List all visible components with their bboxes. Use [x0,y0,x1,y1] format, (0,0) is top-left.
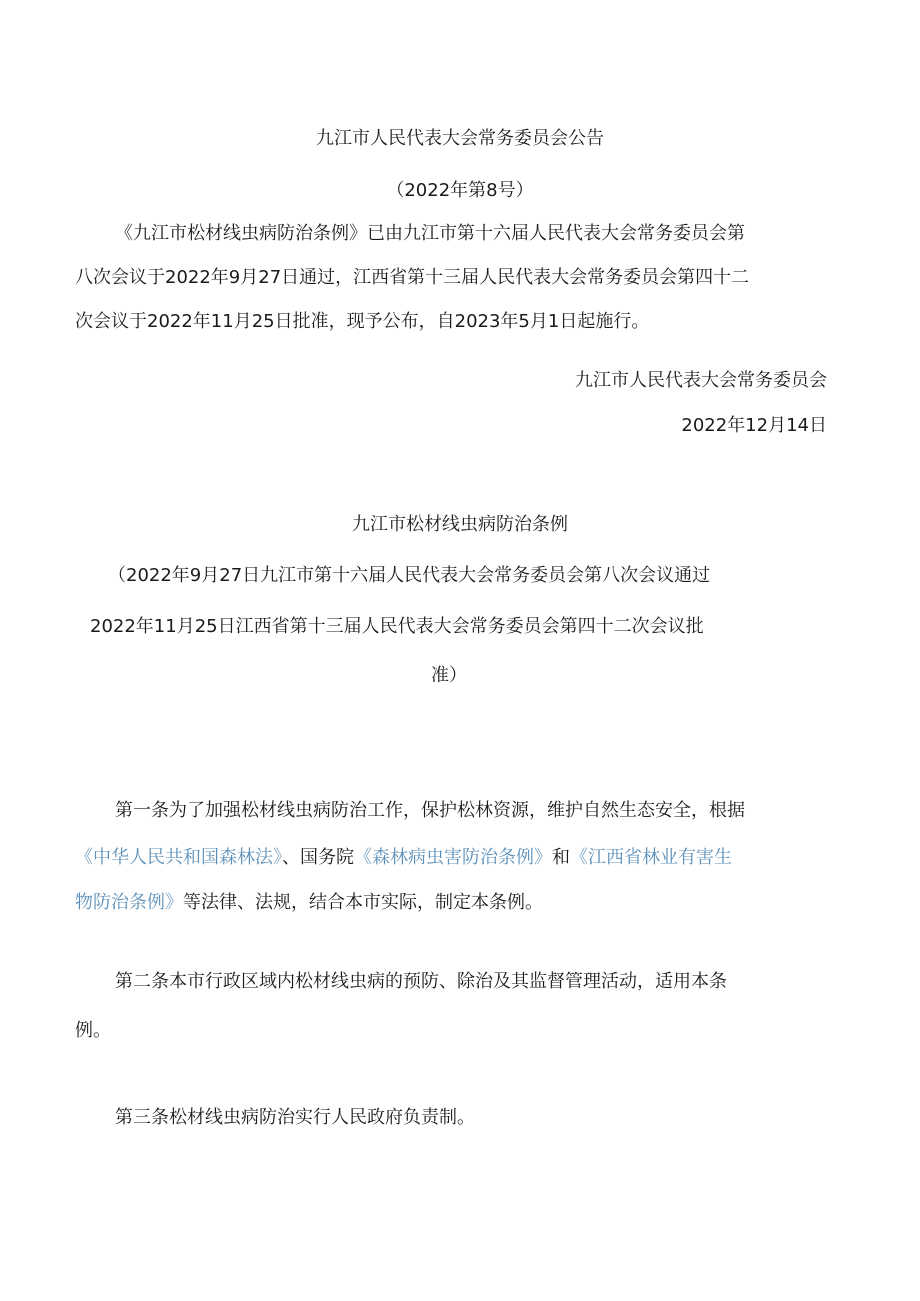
article3-line: 第三条松材线虫病防治实行人民政府负责制。 [115,1107,475,1128]
announcement-body-line: 《九江市松材线虫病防治条例》已由九江市第十六届人民代表大会常务委员会第 [115,223,745,244]
article2-line: 第二条本市行政区域内松材线虫病的预防、除治及其监督管理活动，适用本条 [115,971,727,992]
regulation-subtitle-line: （2022年9月27日九江市第十六届人民代表大会常务委员会第八次会议通过 [108,565,711,586]
announcement-body-line: 八次会议于2022年9月27日通过，江西省第十三届人民代表大会常务委员会第四十二 [75,267,750,288]
regulation-subtitle-line: 2022年11月25日江西省第十三届人民代表大会常务委员会第四十二次会议批 [90,616,704,637]
article1-text: 、国务院 [282,847,354,868]
forest-law-link[interactable]: 《中华人民共和国森林法》 [75,847,282,868]
regulation-title: 九江市松材线虫病防治条例 [352,514,568,535]
forest-pest-regulation-link[interactable]: 《森林病虫害防治条例》 [354,847,552,868]
announcement-date: 2022年12月14日 [681,415,827,436]
regulation-subtitle-line: 准） [431,665,467,686]
announcement-title: 九江市人民代表大会常务委员会公告 [316,128,604,149]
article1-line: 第一条为了加强松材线虫病防治工作，保护松林资源，维护自然生态安全，根据 [115,800,745,821]
article1-text: 等法律、法规，结合本市实际，制定本条例。 [183,892,543,913]
jiangxi-forestry-pest-regulation-link[interactable]: 物防治条例》 [75,892,183,913]
article1-text: 和 [552,847,570,868]
announcement-body-line: 次会议于2022年11月25日批准，现予公布，自2023年5月1日起施行。 [75,311,650,332]
jiangxi-forestry-pest-regulation-link[interactable]: 《江西省林业有害生 [570,847,732,868]
article1-line [75,846,732,870]
article1-line [75,891,543,915]
announcement-number: （2022年第8号） [386,180,534,201]
article2-line: 例。 [75,1020,111,1041]
announcement-issuer: 九江市人民代表大会常务委员会 [575,370,827,391]
